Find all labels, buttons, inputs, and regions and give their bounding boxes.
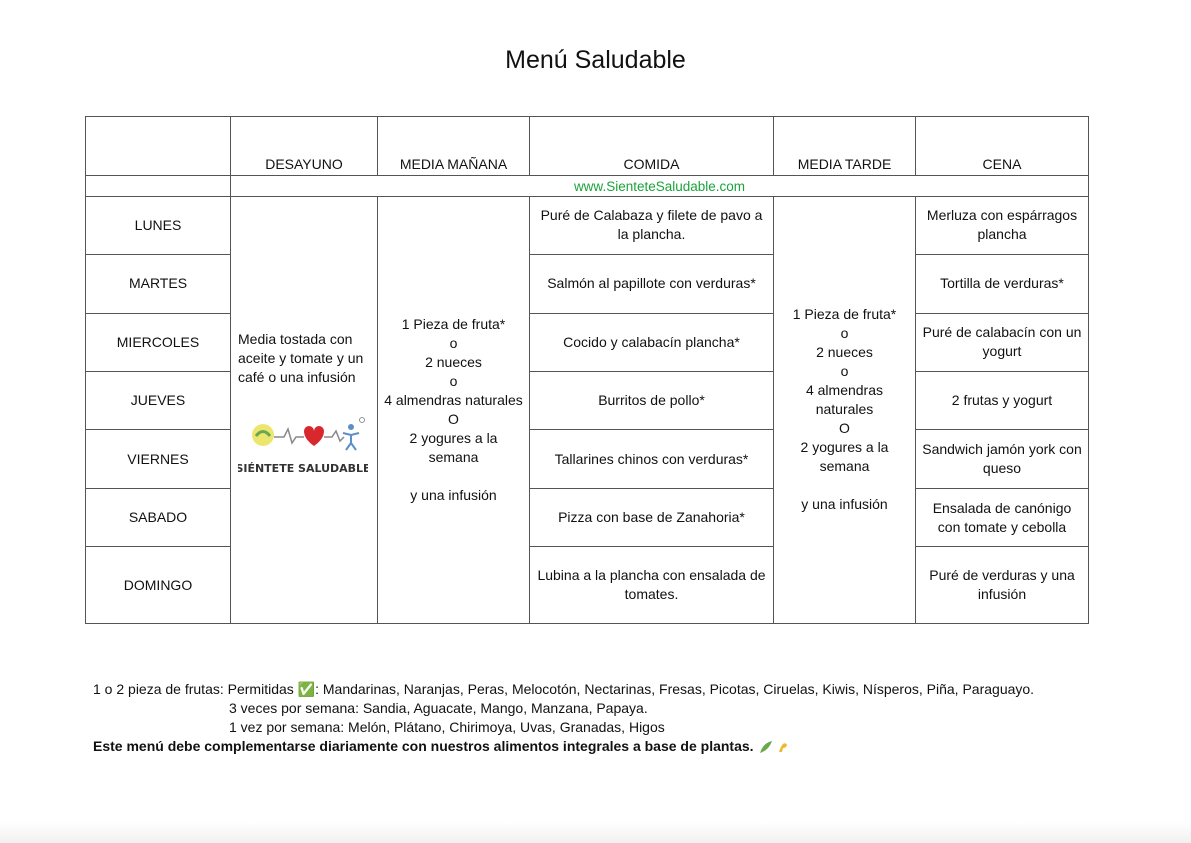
header-desayuno: DESAYUNO [231, 117, 378, 176]
desayuno-cell [231, 196, 378, 623]
day-label: JUEVES [86, 371, 231, 429]
menu-table [85, 116, 1089, 624]
header-empty [86, 117, 231, 176]
table-row [86, 196, 1089, 254]
siente-te-saludable-logo [238, 409, 368, 484]
website-row [86, 176, 1089, 196]
cena-cell: Puré de verduras y una infusión [916, 547, 1089, 624]
day-label: SABADO [86, 488, 231, 546]
cena-cell: Sandwich jamón york con queso [916, 430, 1089, 488]
cena-cell: Merluza con espárragos plancha [916, 196, 1089, 254]
website-link[interactable]: www.SienteteSaludable.com [231, 176, 1089, 196]
header-media-tarde: MEDIA TARDE [774, 117, 916, 176]
page-title: Menú Saludable [505, 46, 686, 74]
comida-cell: Pizza con base de Zanahoria* [530, 488, 774, 546]
menu-complement-note: Este menú debe complementarse diariamente con nuestros alimentos integrales a base de plantas. [93, 738, 754, 754]
media-manana-cell: 1 Pieza de fruta* o 2 nueces o 4 almendras naturales O 2 yogures a la semana y una infusión [378, 196, 530, 623]
desayuno-text: Media tostada con aceite y tomate y un café o una infusión [238, 331, 364, 386]
notes-section [93, 680, 1034, 756]
cena-cell: 2 frutas y yogurt [916, 371, 1089, 429]
header-media-manana: MEDIA MAÑANA [378, 117, 530, 176]
comida-cell: Lubina a la plancha con ensalada de tomates. [530, 547, 774, 624]
logo-text: SIÉNTETE SALUDABLE [238, 462, 368, 476]
website-row-empty [86, 176, 231, 196]
day-label: LUNES [86, 196, 231, 254]
fruit-note-allowed: 1 o 2 pieza de frutas: Permitidas ✅: Mandarinas, Naranjas, Peras, Melocotón, Nectarinas, Fresas, Picotas, Ciruelas, Kiwis, Nísperos, Piña, Paraguayo. [93, 681, 1035, 697]
day-label: MIERCOLES [86, 313, 231, 371]
herb-and-muscle-icon [757, 739, 791, 755]
cena-cell: Puré de calabacín con un yogurt [916, 313, 1089, 371]
header-cena: CENA [916, 117, 1089, 176]
page-bottom-band [0, 822, 1191, 843]
fruit-note-three-times: 3 veces por semana: Sandia, Aguacate, Mango, Manzana, Papaya. [229, 700, 648, 716]
header-comida: COMIDA [530, 117, 774, 176]
cena-cell: Ensalada de canónigo con tomate y cebolla [916, 488, 1089, 546]
header-row [86, 117, 1089, 176]
media-tarde-cell: 1 Pieza de fruta* o 2 nueces o 4 almendras naturales O 2 yogures a la semana y una infusión [774, 196, 916, 623]
comida-cell: Cocido y calabacín plancha* [530, 313, 774, 371]
day-label: MARTES [86, 255, 231, 313]
comida-cell: Salmón al papillote con verduras* [530, 255, 774, 313]
comida-cell: Burritos de pollo* [530, 371, 774, 429]
comida-cell: Tallarines chinos con verduras* [530, 430, 774, 488]
fruit-note-once: 1 vez por semana: Melón, Plátano, Chirimoya, Uvas, Granadas, Higos [229, 719, 665, 735]
comida-cell: Puré de Calabaza y filete de pavo a la plancha. [530, 196, 774, 254]
day-label: VIERNES [86, 430, 231, 488]
day-label: DOMINGO [86, 547, 231, 624]
cena-cell: Tortilla de verduras* [916, 255, 1089, 313]
